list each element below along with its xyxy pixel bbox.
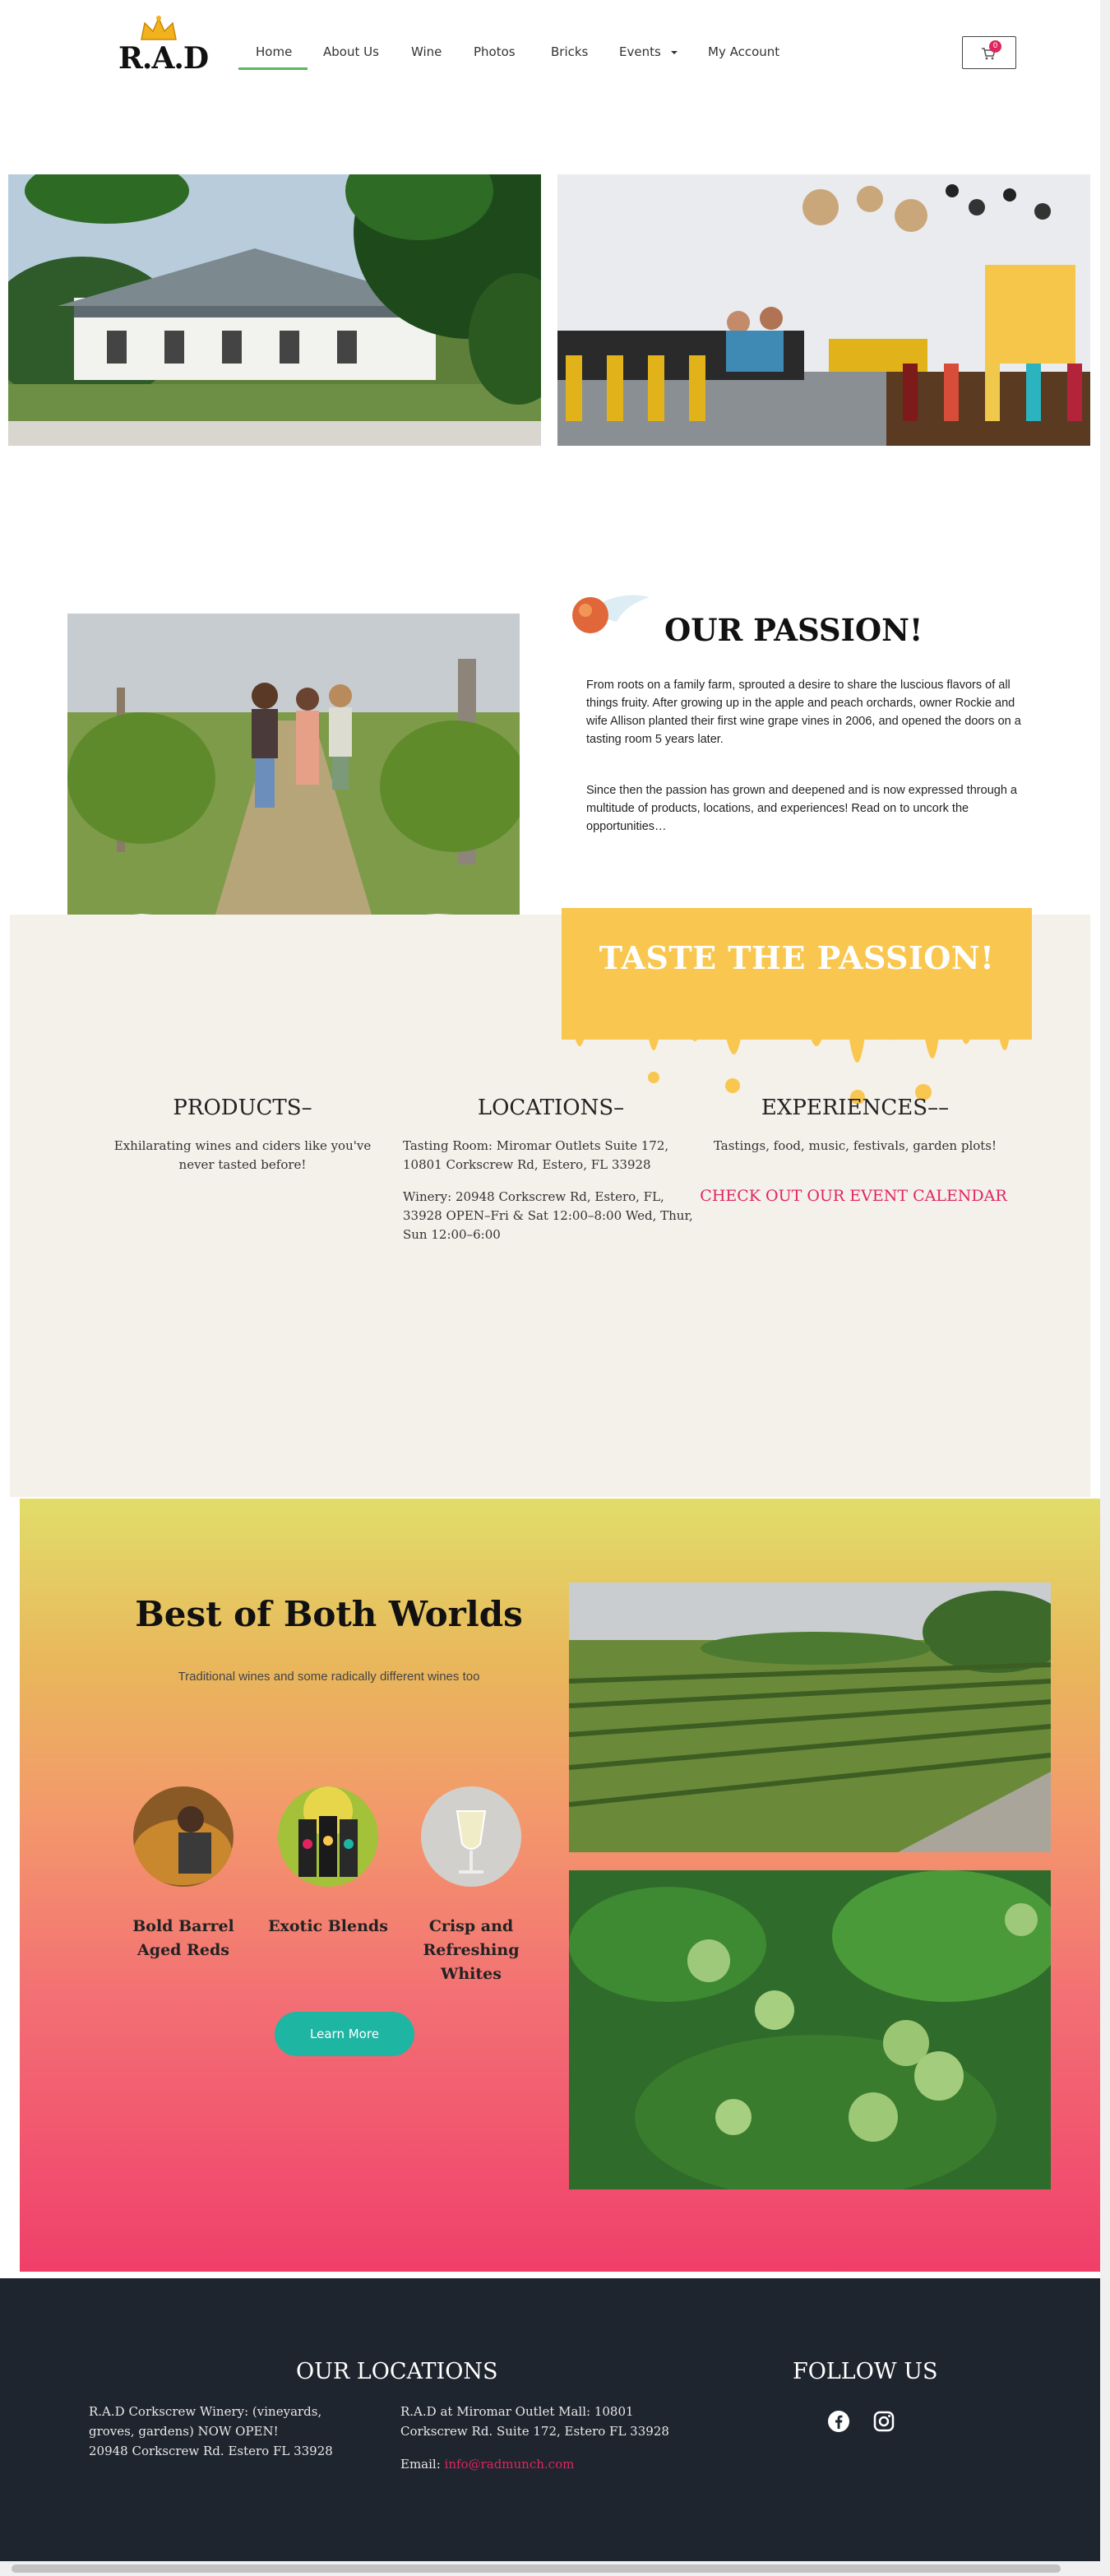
footer-email-link[interactable]: info@radmunch.com xyxy=(444,2457,575,2472)
nav-my-account[interactable]: My Account xyxy=(708,44,780,59)
facebook-link[interactable] xyxy=(827,2410,850,2433)
products-title: PRODUCTS– xyxy=(173,1096,312,1120)
whites-label: Crisp and Refreshing Whites xyxy=(423,1917,520,1983)
passion-fruit-photo xyxy=(569,1870,1051,2189)
footer-miromar-text: R.A.D at Miromar Outlet Mall: 10801 Corkscrew Rd. Suite 172, Estero FL 33928 xyxy=(400,2404,669,2439)
nav-photos[interactable]: Photos xyxy=(474,44,516,59)
nav-events-label: Events xyxy=(619,44,661,59)
family-vineyard-photo xyxy=(67,614,520,915)
crown-icon xyxy=(138,15,179,43)
whites-image xyxy=(421,1786,521,1887)
nav-home[interactable]: Home xyxy=(256,44,293,59)
passion-paragraph-1: From roots on a family farm, sprouted a desire to share the luscious flavors of all things fruity. After growing up in the apple and peach orchards, owner Rockie and wife Allison planted their first wine grape vines in 2006, and opened the doors on a tasting room 5 years later. xyxy=(586,679,1021,746)
experiences-text: Tastings, food, music, festivals, garden plots! xyxy=(713,1138,997,1153)
horizontal-scrollbar-thumb[interactable] xyxy=(12,2564,1061,2573)
footer-winery-line2: 20948 Corkscrew Rd. Estero FL 33928 xyxy=(89,2444,333,2458)
locations-footer-title: OUR LOCATIONS xyxy=(296,2359,498,2384)
exotic-blends-label: Exotic Blends xyxy=(268,1917,388,1935)
instagram-icon xyxy=(872,2410,895,2433)
reds-label: Bold Barrel Aged Reds xyxy=(132,1917,234,1959)
instagram-link[interactable] xyxy=(872,2410,895,2433)
nav-about-us[interactable]: About Us xyxy=(323,44,379,59)
locations-tasting-room: Tasting Room: Miromar Outlets Suite 172, 10801 Corkscrew Rd, Estero, FL 33928 xyxy=(403,1138,669,1172)
passion-title: OUR PASSION! xyxy=(664,612,923,648)
experiences-title: EXPERIENCES–– xyxy=(761,1096,950,1120)
locations-winery: Winery: 20948 Corkscrew Rd, Estero, FL, 33928 OPEN–Fri & Sat 12:00–8:00 Wed, Thur, Sun 12:00–6:00 xyxy=(403,1189,693,1242)
nav-active-indicator xyxy=(238,67,308,70)
logo-text: R.A.D xyxy=(118,41,209,76)
cart-button[interactable] xyxy=(962,36,1016,69)
nav-events[interactable] xyxy=(619,44,678,59)
best-subtitle: Traditional wines and some radically different wines too xyxy=(178,1670,480,1684)
chevron-down-icon xyxy=(670,49,678,56)
follow-us-title: FOLLOW US xyxy=(793,2359,938,2384)
hero-photo-winery-building xyxy=(8,174,541,446)
site-header xyxy=(0,0,1100,90)
footer-email-label: Email: xyxy=(400,2457,441,2472)
nav-wine[interactable]: Wine xyxy=(411,44,442,59)
learn-more-button[interactable]: Learn More xyxy=(275,2012,414,2056)
horizontal-scrollbar[interactable] xyxy=(0,2561,1110,2576)
nav-bricks[interactable]: Bricks xyxy=(551,44,589,59)
footer-email-row xyxy=(400,2454,696,2474)
vertical-scrollbar[interactable] xyxy=(1100,0,1110,2561)
best-title: Best of Both Worlds xyxy=(135,1594,523,1634)
honey-drips xyxy=(562,1013,1032,1104)
locations-title: LOCATIONS– xyxy=(477,1096,625,1120)
products-text: Exhilarating wines and ciders like you've never tasted before! xyxy=(113,1138,372,1172)
hero-photo-tasting-room xyxy=(557,174,1090,446)
peach-splash-decoration xyxy=(567,581,658,638)
taste-banner-text: TASTE THE PASSION! xyxy=(599,939,995,976)
facebook-icon xyxy=(827,2410,850,2433)
footer-winery-text xyxy=(89,2402,368,2461)
logo[interactable] xyxy=(115,15,209,90)
passion-paragraph-2: Since then the passion has grown and deepened and is now expressed through a multitude of products, locations, and experiences! Read on to uncork the opportunities… xyxy=(586,784,1017,833)
vineyard-rows-photo xyxy=(569,1582,1051,1852)
reds-image xyxy=(133,1786,234,1887)
cart-count-badge: 0 xyxy=(989,40,1001,53)
event-calendar-link[interactable]: CHECK OUT OUR EVENT CALENDAR xyxy=(700,1187,1007,1205)
footer-winery-line1: R.A.D Corkscrew Winery: (vineyards, groves, gardens) NOW OPEN! xyxy=(89,2404,322,2439)
exotic-blends-image xyxy=(278,1786,378,1887)
